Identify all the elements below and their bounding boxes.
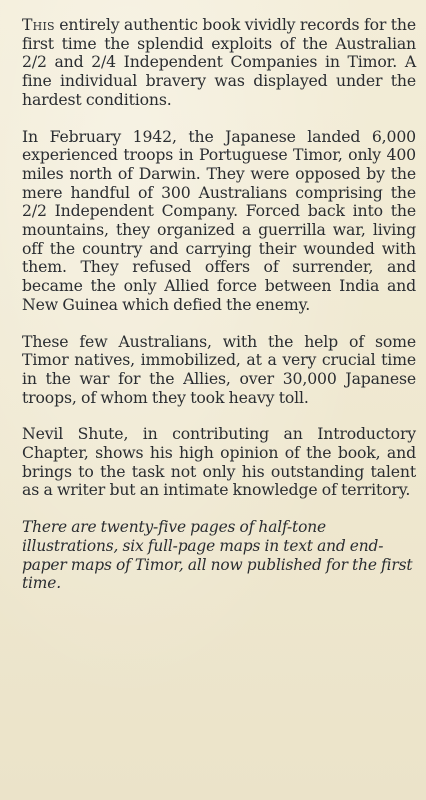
intro-lead-word: This bbox=[22, 15, 55, 34]
paragraph-illustrations-note: There are twenty-five pages of half-tone illustrations, six full-page maps in text and end-paper maps of Timor, all now published for the first time. bbox=[22, 518, 413, 593]
paragraph-intro bbox=[22, 16, 416, 110]
paragraph-history: In February 1942, the Japanese landed 6,000 experienced troops in Portuguese Timor, only 400 miles north of Darwin. They were opposed by the mere handful of 300 Australians comprising the 2/2 Independent Company. Forced back into the mountains, they organized a guerrilla war, living off the country and carrying their wounded with them. They refused offers of surrender, and became the only Allied force between India and New Guinea which defied the enemy. bbox=[22, 126, 416, 314]
paragraph-achievement: These few Australians, with the help of some Timor natives, immobilized, at a very crucial time in the war for the Allies, over 30,000 Japanese troops, of whom they took heavy toll. bbox=[22, 331, 416, 407]
intro-text: entirely authentic book vividly records for the first time the splendid exploits of the Australian 2/2 and 2/4 Independent Companies in Timor. A fine individual bravery was displayed under the hardest conditions. bbox=[22, 15, 416, 109]
paragraph-introduction-note: Nevil Shute, in contributing an Introductory Chapter, shows his high opinion of the book, and brings to the task not only his outstanding talent as a writer but an intimate knowledge of territory. bbox=[22, 424, 416, 500]
